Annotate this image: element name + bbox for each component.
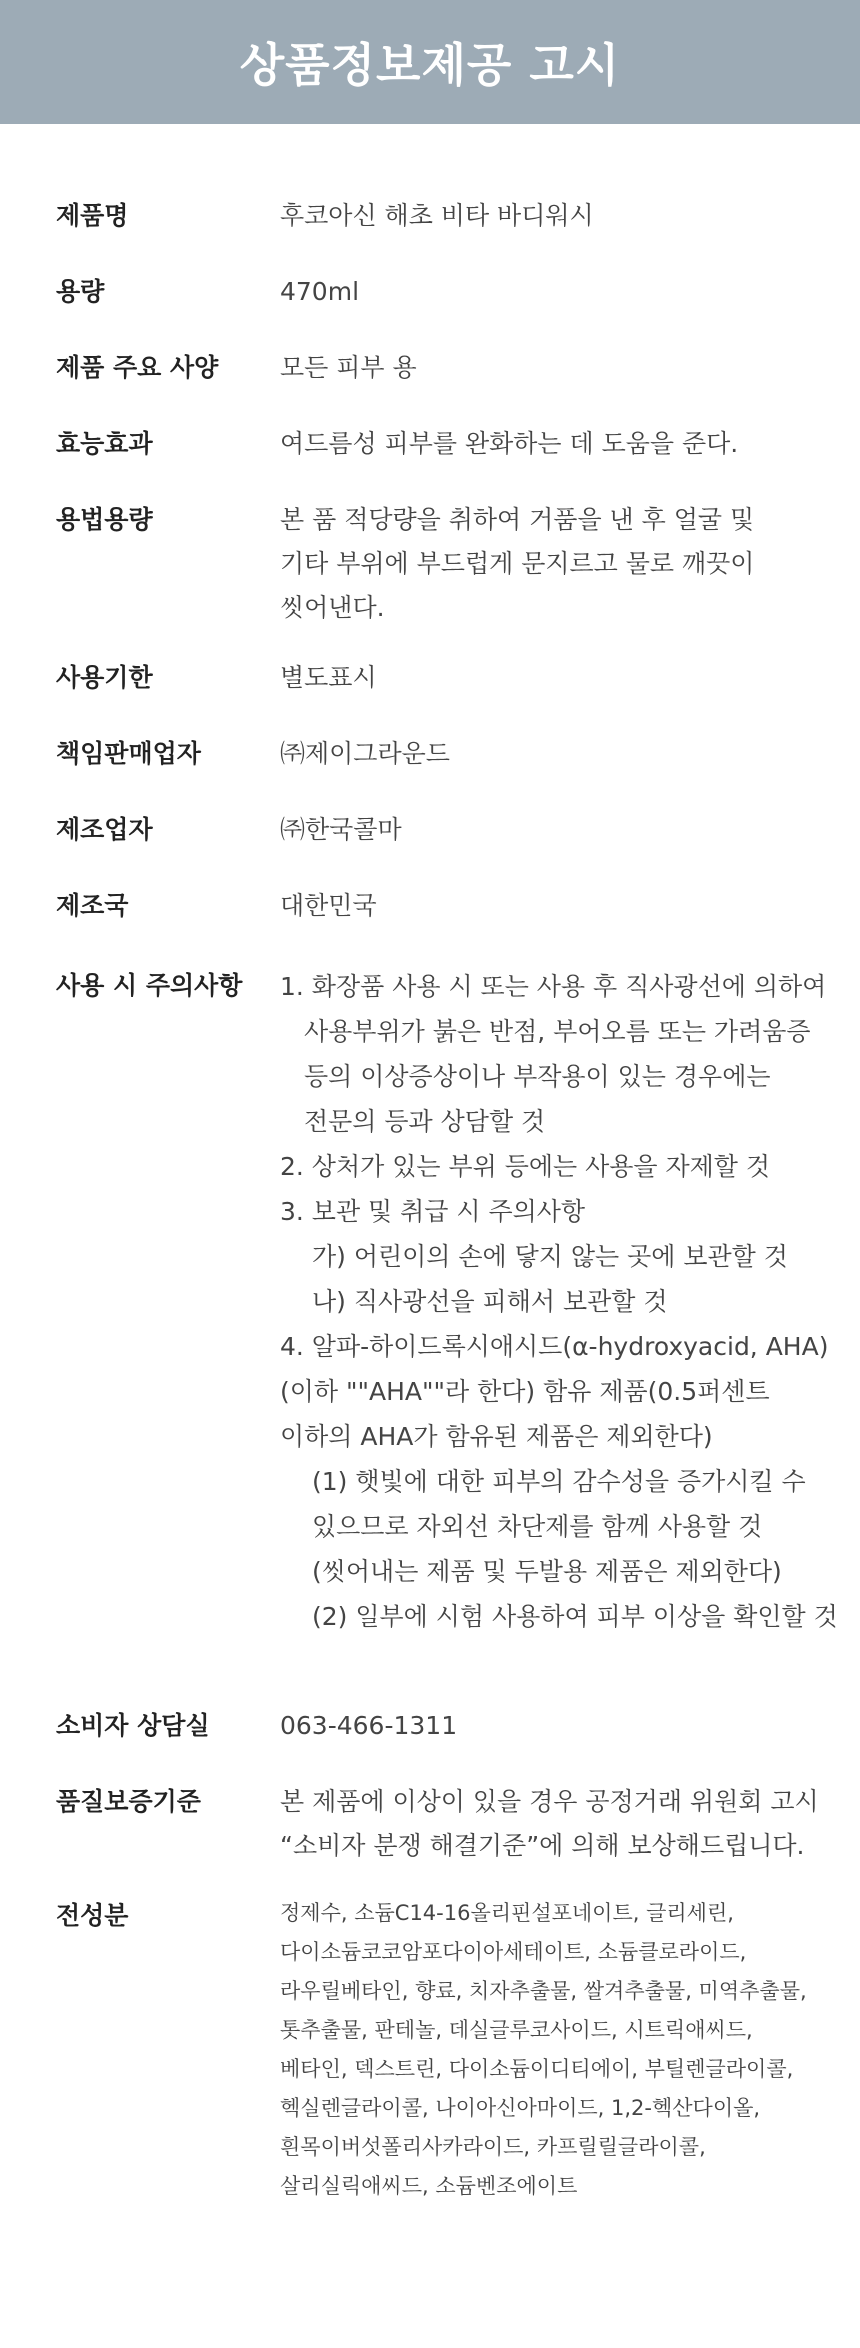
value-line: (이하 ""AHA""라 한다) 함유 제품(0.5퍼센트	[280, 1377, 770, 1406]
value-line: ㈜한국콜마	[280, 815, 402, 844]
value-line: 본 제품에 이상이 있을 경우 공정거래 위원회 고시	[280, 1787, 819, 1816]
row-label: 소비자 상담실	[56, 1711, 210, 1740]
row-label: 사용기한	[56, 663, 153, 692]
value-line: ㈜제이그라운드	[280, 739, 450, 768]
value-line: 470ml	[280, 277, 360, 306]
row-label: 제조국	[56, 891, 129, 920]
page-title: 상품정보제공 고시	[239, 38, 621, 92]
row-value	[280, 1780, 860, 1868]
value-line: 헥실렌글라이콜, 나이아신아마이드, 1,2-헥산다이올,	[280, 2096, 761, 2120]
value-line: 사용부위가 붉은 반점, 부어오름 또는 가려움증	[304, 1017, 811, 1046]
value-line: (2) 일부에 시험 사용하여 피부 이상을 확인할 것	[312, 1602, 838, 1631]
value-line: 있으므로 자외선 차단제를 함께 사용할 것	[312, 1512, 763, 1541]
value-line: 기타 부위에 부드럽게 문지르고 물로 깨끗이	[280, 549, 755, 578]
value-line: 대한민국	[280, 891, 377, 920]
row-label: 사용 시 주의사항	[56, 971, 243, 1000]
row-value	[280, 884, 860, 928]
value-line: 라우릴베타인, 향료, 치자추출물, 쌀겨추출물, 미역추출물,	[280, 1979, 807, 2003]
value-line: 이하의 AHA가 함유된 제품은 제외한다)	[280, 1422, 713, 1451]
row-value	[280, 1894, 860, 2206]
value-line: 톳추출물, 판테놀, 데실글루코사이드, 시트릭애씨드,	[280, 2018, 753, 2042]
row-value	[280, 732, 860, 776]
value-line: 모든 피부 용	[280, 353, 417, 382]
value-line: 정제수, 소듐C14-16올리핀설포네이트, 글리세린,	[280, 1901, 734, 1925]
value-line: 전문의 등과 상담할 것	[304, 1107, 546, 1136]
page-header	[0, 0, 860, 124]
row-label: 품질보증기준	[56, 1787, 201, 1816]
value-line: 베타인, 덱스트린, 다이소듐이디티에이, 부틸렌글라이콜,	[280, 2057, 794, 2081]
row-label: 제조업자	[56, 815, 153, 844]
value-line: 나) 직사광선을 피해서 보관할 것	[312, 1287, 668, 1316]
value-line: 2. 상처가 있는 부위 등에는 사용을 자제할 것	[280, 1152, 771, 1181]
row-label: 제품명	[56, 201, 129, 230]
value-line: 3. 보관 및 취급 시 주의사항	[280, 1197, 586, 1226]
value-line: “소비자 분쟁 해결기준”에 의해 보상해드립니다.	[280, 1831, 805, 1860]
row-value	[280, 270, 860, 314]
row-value	[280, 964, 860, 1639]
row-label: 용량	[56, 277, 105, 306]
row-value	[280, 808, 860, 852]
value-line: 흰목이버섯폴리사카라이드, 카프릴릴글라이콜,	[280, 2135, 706, 2159]
row-value	[280, 346, 860, 390]
value-line: 가) 어린이의 손에 닿지 않는 곳에 보관할 것	[312, 1242, 788, 1271]
value-line: 본 품 적당량을 취하여 거품을 낸 후 얼굴 및	[280, 505, 755, 534]
row-label: 효능효과	[56, 429, 153, 458]
value-line: 씻어낸다.	[280, 593, 385, 622]
row-value	[280, 1704, 860, 1748]
value-line: 1. 화장품 사용 시 또는 사용 후 직사광선에 의하여	[280, 972, 827, 1001]
row-label: 용법용량	[56, 505, 153, 534]
value-line: (1) 햇빛에 대한 피부의 감수성을 증가시킬 수	[312, 1467, 806, 1496]
row-label: 책임판매업자	[56, 739, 201, 768]
row-label: 제품 주요 사양	[56, 353, 219, 382]
value-line: 등의 이상증상이나 부작용이 있는 경우에는	[304, 1062, 771, 1091]
row-label: 전성분	[56, 1901, 129, 1930]
value-line: 4. 알파-하이드록시애시드(α-hydroxyacid, AHA)	[280, 1332, 829, 1361]
row-value	[280, 656, 860, 700]
value-line: 여드름성 피부를 완화하는 데 도움을 준다.	[280, 429, 739, 458]
value-line: (씻어내는 제품 및 두발용 제품은 제외한다)	[312, 1557, 782, 1586]
row-value	[280, 194, 860, 238]
value-line: 살리실릭애씨드, 소듐벤조에이트	[280, 2174, 578, 2198]
value-line: 063-466-1311	[280, 1711, 458, 1740]
value-line: 후코아신 해초 비타 바디워시	[280, 201, 594, 230]
value-line: 별도표시	[280, 663, 377, 692]
row-value	[280, 498, 860, 630]
row-value	[280, 422, 860, 466]
value-line: 다이소듐코코암포다이아세테이트, 소듐클로라이드,	[280, 1940, 747, 1964]
